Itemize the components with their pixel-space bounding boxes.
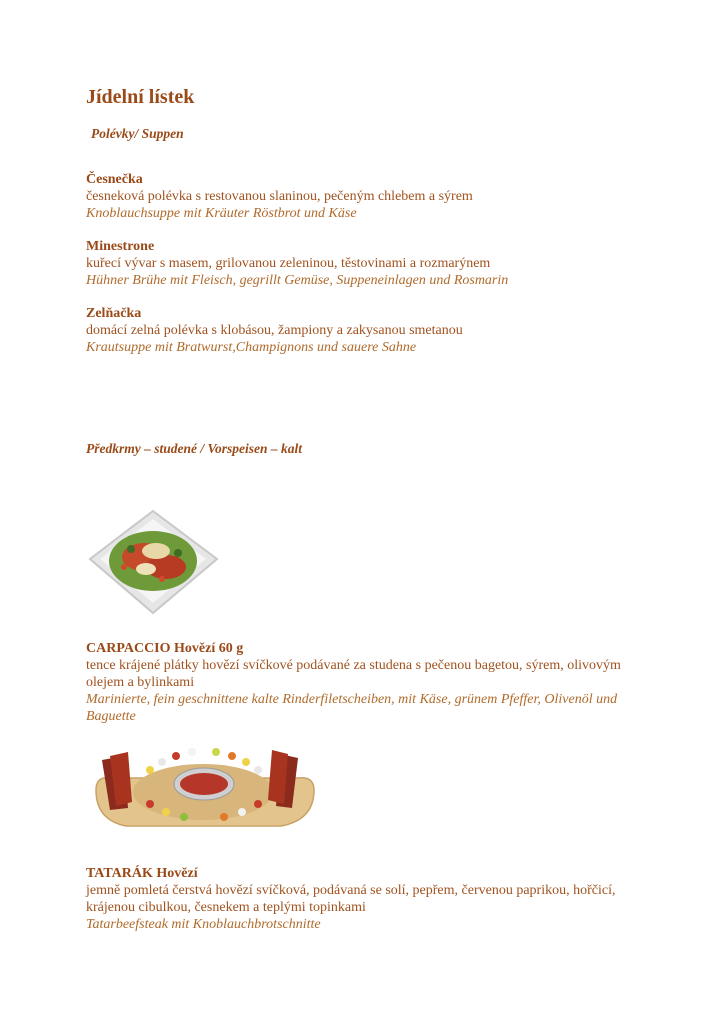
section-soups: Polévky/ Suppen (91, 126, 184, 141)
item-description-de: Marinierte, fein geschnittene kalte Rinderfiletscheiben, mit Käse, grünem Pfeffer, Olivenöl und Baguette (86, 692, 618, 724)
item-name: Minestrone (86, 239, 155, 254)
item-description-cz: kuřecí vývar s masem, grilovanou zeleninou, těstovinami a rozmarýnem (86, 256, 491, 271)
menu-item-cesnecka (86, 171, 646, 222)
item-description-cz: jemně pomletá čerstvá hovězí svíčková, podávaná se solí, pepřem, červenou paprikou, hořčicí, krájenou cibulkou, česnekem a teplými topinkami (86, 883, 616, 915)
item-description-cz: česneková polévka s restovanou slaninou, pečeným chlebem a sýrem (86, 189, 473, 204)
menu-item-zelnacka (86, 305, 646, 356)
page-title: Jídelní lístek (86, 86, 195, 108)
item-description-cz: tence krájené plátky hovězí svíčkové podávané za studena s pečenou bagetou, sýrem, olivovým olejem a bylinkami (86, 658, 621, 690)
item-description-cz: domácí zelná polévka s klobásou, žampiony a zakysanou smetanou (86, 323, 463, 338)
item-name: Česnečka (86, 172, 143, 187)
section-starters: Předkrmy – studené / Vorspeisen – kalt (86, 441, 303, 456)
item-name: Zelňačka (86, 306, 142, 321)
tartare-board-photo (86, 740, 321, 840)
carpaccio-plate-photo (86, 507, 221, 617)
item-name: TATARÁK Hovězí (86, 866, 198, 881)
item-description-de: Tatarbeefsteak mit Knoblauchbrotschnitte (86, 917, 321, 932)
menu-item-tatarak (86, 865, 646, 933)
menu-item-carpaccio (86, 640, 646, 725)
item-description-de: Krautsuppe mit Bratwurst,Champignons und sauere Sahne (86, 340, 417, 355)
item-description-de: Hühner Brühe mit Fleisch, gegrillt Gemüse, Suppeneinlagen und Rosmarin (86, 273, 509, 288)
item-name: CARPACCIO Hovězí 60 g (86, 641, 244, 656)
item-description-de: Knoblauchsuppe mit Kräuter Röstbrot und Käse (86, 206, 357, 221)
menu-item-minestrone (86, 238, 646, 289)
